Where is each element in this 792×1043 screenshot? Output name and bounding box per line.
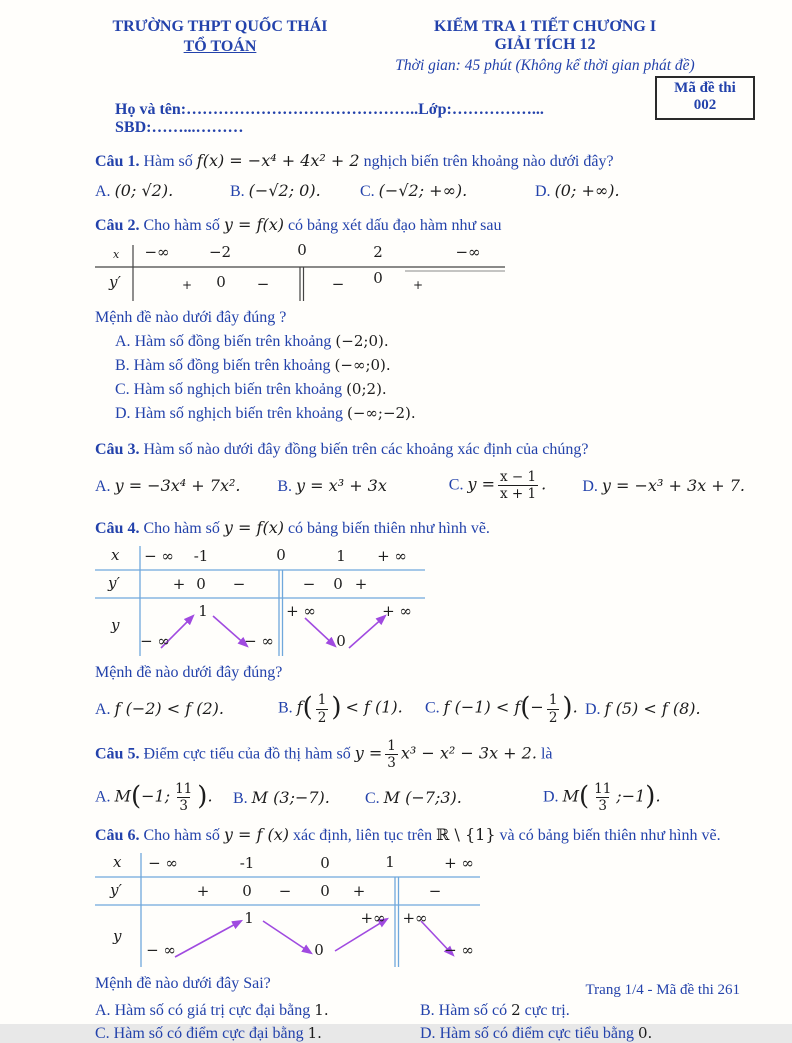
table-x-label: x (113, 852, 122, 871)
q4-options (95, 692, 745, 725)
option-b: B. f( $\frac{1}{2}$ ) < f (1). (278, 692, 403, 726)
table-cell: + ∞ (377, 547, 407, 566)
formula: y = f(x) (223, 215, 284, 234)
table-cell: 0 (216, 273, 226, 291)
table-cell: + ∞ (286, 602, 316, 621)
decrease-arrow-icon (263, 921, 311, 953)
table-cell: + (181, 278, 193, 292)
table-cell: 1 (244, 908, 254, 927)
exam-title: KIỂM TRA 1 TIẾT CHƯƠNG I (433, 18, 657, 35)
q4-variation-table (95, 546, 425, 656)
table-cell: − (232, 575, 246, 594)
question-1 (95, 151, 745, 201)
table-cell: + (196, 881, 210, 900)
decrease-arrow-icon (305, 618, 335, 646)
exam-code-value: 002 (693, 97, 717, 113)
formula: f(x) = −x⁴ + 4x² + 2 (196, 151, 360, 170)
q4-prompt: Mệnh đề nào dưới đây đúng? (95, 664, 283, 682)
q2-options (95, 332, 745, 423)
option-d: D. y = −x³ + 3x + 7. (582, 475, 745, 495)
q2-prompt: Mệnh đề nào dưới đây đúng ? (95, 309, 287, 326)
q3-options (95, 469, 745, 502)
question-stem: nghịch biến trên khoảng nào dưới đây? (363, 153, 614, 170)
question-2: Câu 2. Cho hàm số y = f(x) có bảng xét dấu đạo hàm như sau x y′ −∞ −2 0 2 −∞ + 0 − − 0 + Mệnh đề nào dưới đây đúng ? A. Hàm số đồng biến trên khoảng (−2;0). B. Hàm số đồng biến trên khoảng (−∞;0). C. Hàm số nghịch biến trên khoảng (0;2). D. Hàm số nghịch biến trên khoảng (−∞;−2). (95, 215, 745, 423)
option-d: D. f (5) < f (8). (585, 699, 701, 719)
increase-arrow-icon (175, 921, 241, 957)
option-c: C. y = $\frac{x - 1}{x + 1}$ . (448, 469, 547, 503)
option-d: D. (0; +∞). (535, 181, 620, 200)
table-cell: − ∞ (148, 853, 178, 872)
question-stem: Hàm số (143, 153, 193, 170)
option-d: D. Hàm số nghịch biến trên khoảng (−∞;−2). (115, 404, 416, 422)
table-cell: + ∞ (444, 853, 474, 872)
table-cell: -1 (239, 853, 255, 872)
exam-code-label: Mã đề thi (674, 80, 736, 96)
table-yprime-label: y′ (110, 880, 122, 899)
table-cell: 0 (242, 881, 252, 900)
table-cell: − (428, 881, 442, 900)
question-number: Câu 5. (95, 745, 140, 763)
table-cell: + (172, 575, 186, 594)
table-cell: 0 (320, 853, 330, 872)
option-c: C. (−√2; +∞). (360, 181, 468, 200)
option-d: D. M( $\frac{11}{3}$ ;−1). (543, 781, 661, 815)
fraction: $\frac{x - 1}{x + 1}$ (500, 469, 537, 503)
table-yprime-label: y′ (109, 273, 121, 291)
table-cell: − (302, 575, 316, 594)
question-4: Câu 4. Cho hàm số y = f(x) có bảng biến thiên như hình vẽ. x y′ y − ∞ -1 0 1 + ∞ + 0 − − 0 + − ∞ 1 − ∞ + ∞ 0 + ∞ Mệnh đề nào dưới đây đúng? A. f (−2) < f (2). B. f( $\frac{1}{2}$ ) < f (1). C. f (−1) < f(− $\frac{1}{2}$ ). D. f (5) < f (8). (95, 518, 745, 725)
q2-sign-table (95, 243, 505, 301)
student-info-line: Họ và tên:……………………………………..Lớp:……………... SBD:……...……… (115, 101, 544, 136)
table-y-label: y (111, 616, 120, 635)
option-c: C. Hàm số nghịch biến trên khoảng (0;2). (115, 380, 387, 398)
fraction: $\frac{11}{3}$ (175, 781, 193, 815)
page-footer: Trang 1/4 - Mã đề thi 261 (585, 982, 740, 998)
question-number: Câu 1. (95, 153, 140, 170)
table-cell: + ∞ (382, 602, 412, 621)
table-x-label: x (113, 248, 120, 261)
table-cell: 0 (333, 575, 343, 594)
table-cell: − (278, 881, 292, 900)
table-cell: − (256, 275, 270, 293)
exam-time-note: Thời gian: 45 phút (Không kể thời gian phát đề) (395, 57, 695, 74)
question-number: Câu 2. (95, 217, 140, 234)
table-cell: 0 (196, 575, 206, 594)
table-cell: 0 (276, 546, 286, 565)
set-notation: ℝ \ {1} (436, 824, 496, 844)
fraction: $\frac{11}{3}$ (594, 781, 612, 815)
option-c: C. M (−7;3). (365, 787, 462, 807)
option-b: B. (−√2; 0). (230, 181, 321, 200)
question-number: Câu 6. (95, 826, 140, 844)
q5-options (95, 781, 745, 814)
table-cell: +∞ (360, 908, 386, 927)
table-cell: 0 (320, 881, 330, 900)
department-name: TỔ TOÁN (183, 38, 257, 55)
q6-options (95, 997, 745, 1043)
table-cell: − ∞ (444, 940, 474, 959)
table-cell: -1 (193, 547, 209, 566)
fraction: $\frac{1}{3}$ (387, 737, 396, 771)
exam-subject: GIẢI TÍCH 12 (494, 36, 596, 53)
table-cell: + (352, 881, 366, 900)
table-cell: −∞ (455, 243, 481, 261)
q6-prompt: Mệnh đề nào dưới đây Sai? (95, 974, 271, 992)
option-b: B. y = x³ + 3x (277, 475, 387, 495)
q6-variation-table (95, 853, 480, 967)
table-cell: 0 (297, 241, 307, 259)
option-c: C. Hàm số có điểm cực đại bằng 1. (95, 1023, 322, 1042)
fraction: $\frac{1}{2}$ (317, 692, 327, 726)
school-name: TRƯỜNG THPT QUỐC THÁI (112, 18, 328, 35)
option-b: B. Hàm số có 2 cực trị. (420, 1000, 570, 1019)
q1-options (95, 181, 745, 201)
question-number: Câu 3. (95, 441, 140, 458)
table-cell: − ∞ (140, 632, 170, 651)
option-a: A. M(−1; $\frac{11}{3}$ ). (95, 781, 213, 815)
table-cell: − (331, 275, 345, 293)
table-cell: 0 (336, 632, 346, 651)
table-cell: +∞ (402, 908, 428, 927)
option-a: A. Hàm số có giá trị cực đại bằng 1. (95, 1000, 329, 1019)
question-6: Câu 6. Cho hàm số y = f (x) xác định, liên tục trên ℝ \ {1} và có bảng biến thiên như hình vẽ. x y′ y − ∞ -1 0 1 + ∞ + 0 − 0 + − − ∞ 1 0 +∞ +∞ − ∞ Mệnh đề nào dưới đây Sai? A. Hàm số có giá trị cực đại bằng 1. B. Hàm số có 2 cực trị. C. Hàm số có điểm cực đại bằng 1. D. Hàm số có điểm cực tiểu bằng 0. (95, 825, 745, 1043)
table-cell: − ∞ (144, 547, 174, 566)
table-cell: − ∞ (244, 632, 274, 651)
table-cell: 2 (373, 243, 383, 261)
exam-header (95, 18, 745, 75)
table-cell: 1 (385, 852, 395, 871)
table-cell: 1 (336, 547, 346, 566)
question-5: Câu 5. Điểm cực tiểu của đồ thị hàm số y = $\frac{1}{3}$ x³ − x² − 3x + 2. là A. M(−1; $\frac{11}{3}$ ). B. M (3;−7). C. M (−7;3). D. M( $\frac{11}{3}$ ;−1). (95, 738, 745, 815)
option-b: B. M (3;−7). (233, 787, 330, 807)
table-cell: + (412, 278, 424, 292)
question-3: Câu 3. Hàm số nào dưới đây đồng biến trên các khoảng xác định của chúng? A. y = −3x⁴ + 7x². B. y = x³ + 3x C. y = $\frac{x - 1}{x + 1}$ . D. y = −x³ + 3x + 7. (95, 441, 745, 503)
table-cell: 0 (373, 269, 383, 287)
table-cell: + (354, 575, 368, 594)
table-x-label: x (111, 546, 120, 565)
exam-code-box (655, 76, 755, 120)
table-cell: −∞ (144, 243, 170, 261)
table-cell: 0 (314, 940, 324, 959)
option-a: A. f (−2) < f (2). (95, 699, 224, 719)
table-cell: −2 (208, 243, 232, 261)
table-cell: − ∞ (146, 940, 176, 959)
increase-arrow-icon (349, 616, 385, 648)
table-cell: 1 (198, 602, 208, 621)
option-c: C. f (−1) < f(− $\frac{1}{2}$ ). (425, 692, 578, 726)
option-a: A. (0; √2). (95, 181, 174, 200)
decrease-arrow-icon (213, 616, 247, 646)
option-a: A. Hàm số đồng biến trên khoảng (−2;0). (115, 332, 389, 350)
question-number: Câu 4. (95, 520, 140, 538)
option-b: B. Hàm số đồng biến trên khoảng (−∞;0). (115, 356, 391, 374)
option-a: A. y = −3x⁴ + 7x². (95, 475, 241, 495)
fraction: $\frac{1}{2}$ (548, 692, 558, 726)
formula: y = f(x) (223, 518, 284, 538)
formula: y = f (x) (223, 824, 290, 844)
table-y-label: y (113, 926, 122, 945)
option-d: D. Hàm số có điểm cực tiểu bằng 0. (420, 1023, 653, 1042)
table-yprime-label: y′ (108, 574, 120, 593)
